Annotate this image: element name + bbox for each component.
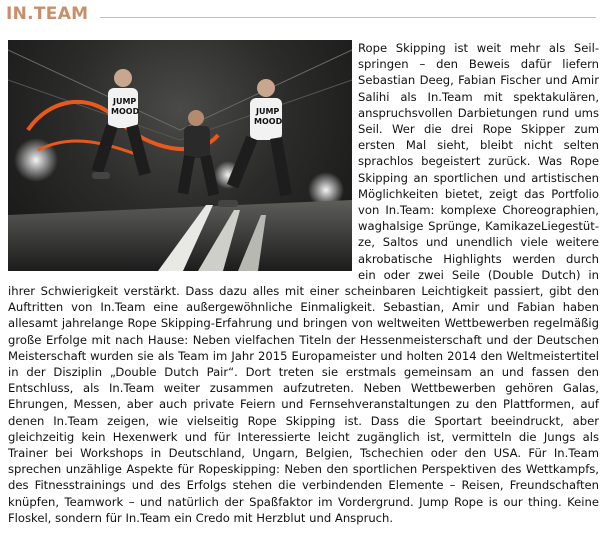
title-divider [100, 17, 596, 18]
team-photo [8, 40, 352, 271]
article-body: Rope Skipping ist weit mehr als Seilspringen – den Beweis dafür liefern Sebastian Deeg, Fabian Fischer und Amir Salihi als In.Team mit spektakulären, anspruchsvollen Darbietungen rund ums Seil. Wer die drei Rope Skipper zum ersten Mal sieht, bleibt nicht selten sprachlos begeistert zurück. Was Rope Skipping an sportlichen und artistischen Möglichkeiten bietet, zeigt das Portfolio von In.Team: komplexe Choreographien, waghalsige Sprünge, KamikazeLiegestütze, Saltos und unendlich viele weitere akrobatische Highlights werden durch ein oder zwei Seile (Double Dutch) in ihrer Schwierigkeit verstärkt. Dass dazu alles mit einer scheinbaren Leichtigkeit passiert, gibt den Auftritten von In.Team eine außergewöhnliche Einmaligkeit. Sebastian, Amir und Fabian haben allesamt jahrelange Rope Skipping-Erfahrung und bringen von weltweiten Wettbewerben regelmäßig große Erfolge mit nach Hause: Neben vielfachen Titeln der Hessenmeisterschaft und der Deutschen Meisterschaft wurden sie als Team im Jahr 2015 Europameister und holten 2014 den Weltmeistertitel in der Disziplin „Double Dutch Pair“. Dort treten sie erstmals gemeinsam an und fassen den Entschluss, als In.Team weiter zusammen aufzutreten. Neben Wettbewerben gehören Galas, Ehrungen, Messen, aber auch private Feiern und Fernsehveranstaltungen zu den Plattformen, auf denen In.Team zeigen, wie vielseitig Rope Skipping ist. Dass die Sportart beeindruckt, aber gleichzeitig kein Hexenwerk und für Interessierte leicht zugänglich ist, vermitteln die Jungs als Trainer bei Workshops in Deutschland, Ungarn, Belgien, Tschechien oder den USA. Für In.Team sprechen unzählige Aspekte für Ropeskipping: Neben den sportlichen Perspektiven des Wettkampfs, des Fitnesstrainings und des Erfolgs stehen die verbindenden Elemente – Reisen, Freundschaften knüpfen, Teamwork – und natürlich der Spaßfaktor im Vordergrund. Jump Rope is our thing. Keine Floskel, sondern für In.Team ein Credo mit Herzblut und Anspruch. [8, 41, 599, 525]
shirt-text-1b: MOOD [111, 107, 140, 116]
section-title: IN.TEAM [6, 4, 89, 24]
article [8, 40, 599, 526]
team-photo-illustration [8, 40, 352, 271]
shirt-text-3a: JUMP [256, 107, 280, 116]
shirt-text-1a: JUMP [113, 97, 137, 106]
shirt-text-3b: MOOD [254, 117, 283, 126]
